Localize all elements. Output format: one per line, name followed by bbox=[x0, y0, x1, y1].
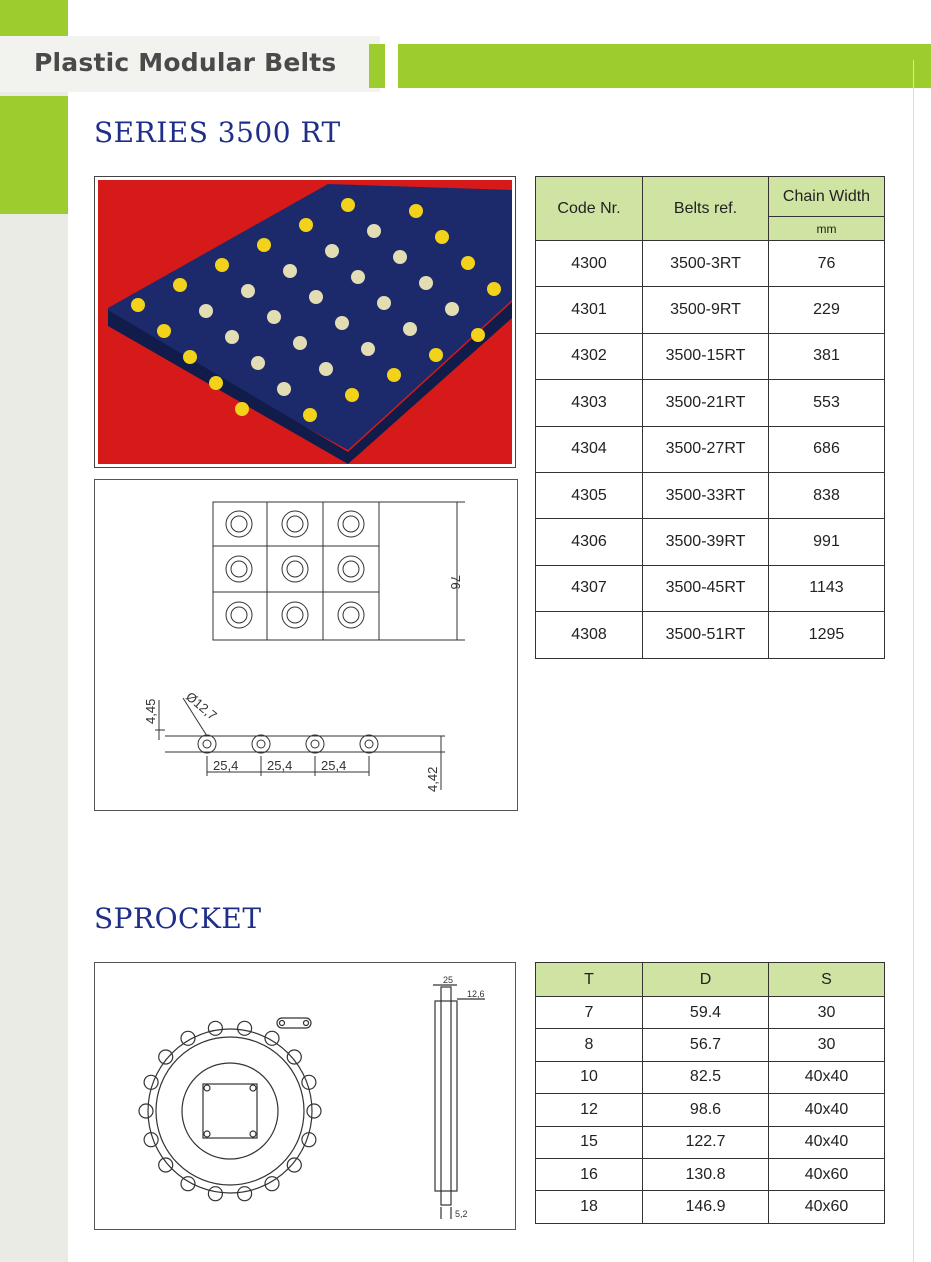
belt-dot bbox=[445, 302, 459, 316]
belt-dot bbox=[299, 218, 313, 232]
cell-width: 1143 bbox=[769, 565, 885, 611]
cell-belt: 3500-27RT bbox=[643, 426, 769, 472]
cell-t: 8 bbox=[536, 1029, 643, 1061]
header-accent-bar bbox=[398, 44, 931, 88]
dim-pitch-1: 25,4 bbox=[213, 758, 239, 773]
cell-code: 4301 bbox=[536, 287, 643, 333]
dim-442: 4,42 bbox=[425, 766, 440, 792]
sprocket-tooth bbox=[307, 1104, 321, 1118]
cell-belt: 3500-15RT bbox=[643, 333, 769, 379]
belt-photo bbox=[94, 176, 516, 468]
belt-dot bbox=[361, 342, 375, 356]
series-table-row bbox=[536, 333, 885, 379]
cell-code: 4306 bbox=[536, 519, 643, 565]
left-accent-mid bbox=[0, 96, 68, 214]
dim-pitch-2: 25,4 bbox=[267, 758, 293, 773]
col-width-header: Chain Width bbox=[769, 177, 885, 217]
cell-t: 12 bbox=[536, 1094, 643, 1126]
belt-dot bbox=[157, 324, 171, 338]
cell-s: 40x60 bbox=[769, 1158, 885, 1190]
cell-d: 59.4 bbox=[643, 997, 769, 1029]
sprocket-table-row bbox=[536, 1126, 885, 1158]
dim-diameter: Ø12,7 bbox=[183, 688, 220, 724]
series-table bbox=[535, 176, 885, 659]
belt-drawing bbox=[94, 479, 518, 811]
cell-width: 76 bbox=[769, 241, 885, 287]
cell-t: 7 bbox=[536, 997, 643, 1029]
cell-code: 4304 bbox=[536, 426, 643, 472]
dim-pitch-3: 25,4 bbox=[321, 758, 347, 773]
sprocket-table bbox=[535, 962, 885, 1224]
belt-drawing-svg bbox=[95, 480, 517, 810]
cell-t: 16 bbox=[536, 1158, 643, 1190]
sprocket-tooth bbox=[208, 1187, 222, 1201]
sprocket-tooth bbox=[287, 1050, 301, 1064]
belt-dot bbox=[293, 336, 307, 350]
cell-code: 4307 bbox=[536, 565, 643, 611]
cell-d: 146.9 bbox=[643, 1191, 769, 1223]
left-margin-strip bbox=[0, 90, 68, 1262]
sprocket-tooth bbox=[287, 1158, 301, 1172]
cell-s: 30 bbox=[769, 1029, 885, 1061]
belt-dot bbox=[377, 296, 391, 310]
page-edge-line bbox=[913, 60, 914, 1262]
cell-d: 130.8 bbox=[643, 1158, 769, 1190]
cell-width: 1295 bbox=[769, 612, 885, 658]
cell-d: 98.6 bbox=[643, 1094, 769, 1126]
belt-dot bbox=[345, 388, 359, 402]
cell-t: 18 bbox=[536, 1191, 643, 1223]
col-width-unit: mm bbox=[769, 217, 885, 241]
belt-dot bbox=[277, 382, 291, 396]
sprocket-tooth bbox=[238, 1187, 252, 1201]
cell-width: 381 bbox=[769, 333, 885, 379]
belt-dot bbox=[173, 278, 187, 292]
belt-dot bbox=[215, 258, 229, 272]
sprocket-drawing-svg bbox=[95, 963, 515, 1229]
sprocket-table-row bbox=[536, 1191, 885, 1223]
cell-belt: 3500-39RT bbox=[643, 519, 769, 565]
cell-s: 40x40 bbox=[769, 1061, 885, 1093]
belt-dot bbox=[325, 244, 339, 258]
belt-dot bbox=[461, 256, 475, 270]
belt-dot bbox=[367, 224, 381, 238]
cell-d: 56.7 bbox=[643, 1029, 769, 1061]
belt-dot bbox=[241, 284, 255, 298]
sprocket-tooth bbox=[159, 1158, 173, 1172]
cell-s: 30 bbox=[769, 997, 885, 1029]
belt-dot bbox=[283, 264, 297, 278]
cell-belt: 3500-3RT bbox=[643, 241, 769, 287]
belt-dot bbox=[303, 408, 317, 422]
sprocket-table-row bbox=[536, 997, 885, 1029]
cell-belt: 3500-45RT bbox=[643, 565, 769, 611]
dim-445: 4,45 bbox=[143, 698, 158, 724]
dim-height: 76 bbox=[448, 575, 463, 590]
belt-dot bbox=[309, 290, 323, 304]
series-table-row bbox=[536, 241, 885, 287]
sprocket-table-row bbox=[536, 1094, 885, 1126]
sprocket-table-row bbox=[536, 1158, 885, 1190]
belt-dot bbox=[251, 356, 265, 370]
cell-code: 4303 bbox=[536, 380, 643, 426]
sprocket-tooth bbox=[139, 1104, 153, 1118]
page-title: Plastic Modular Belts bbox=[34, 48, 337, 77]
series-table-row bbox=[536, 612, 885, 658]
header-accent-small bbox=[369, 44, 385, 88]
left-accent-top bbox=[0, 0, 68, 36]
series-table-row bbox=[536, 380, 885, 426]
belt-dot bbox=[335, 316, 349, 330]
cell-s: 40x40 bbox=[769, 1126, 885, 1158]
belt-dot bbox=[225, 330, 239, 344]
cell-width: 553 bbox=[769, 380, 885, 426]
cell-t: 15 bbox=[536, 1126, 643, 1158]
series-table-row bbox=[536, 565, 885, 611]
belt-dot bbox=[409, 204, 423, 218]
series-table-row bbox=[536, 519, 885, 565]
dim-52: 5,2 bbox=[455, 1209, 468, 1219]
col-t-header: T bbox=[536, 963, 643, 997]
belt-dot bbox=[257, 238, 271, 252]
series-table-row bbox=[536, 472, 885, 518]
sprocket-table-row bbox=[536, 1029, 885, 1061]
cell-belt: 3500-51RT bbox=[643, 612, 769, 658]
series-title: SERIES 3500 RT bbox=[94, 116, 341, 149]
cell-code: 4308 bbox=[536, 612, 643, 658]
belt-dot bbox=[435, 230, 449, 244]
col-belt-header: Belts ref. bbox=[643, 177, 769, 241]
belt-photo-illustration bbox=[98, 180, 512, 464]
cell-width: 686 bbox=[769, 426, 885, 472]
belt-dot bbox=[235, 402, 249, 416]
col-code-header: Code Nr. bbox=[536, 177, 643, 241]
cell-belt: 3500-21RT bbox=[643, 380, 769, 426]
cell-width: 838 bbox=[769, 472, 885, 518]
cell-d: 82.5 bbox=[643, 1061, 769, 1093]
cell-s: 40x40 bbox=[769, 1094, 885, 1126]
col-d-header: D bbox=[643, 963, 769, 997]
belt-dot bbox=[199, 304, 213, 318]
belt-dot bbox=[471, 328, 485, 342]
cell-code: 4300 bbox=[536, 241, 643, 287]
cell-s: 40x60 bbox=[769, 1191, 885, 1223]
dim-126: 12,6 bbox=[467, 989, 485, 999]
cell-code: 4305 bbox=[536, 472, 643, 518]
series-table-row bbox=[536, 426, 885, 472]
cell-belt: 3500-9RT bbox=[643, 287, 769, 333]
cell-t: 10 bbox=[536, 1061, 643, 1093]
belt-dot bbox=[319, 362, 333, 376]
belt-dot bbox=[403, 322, 417, 336]
sprocket-table-row bbox=[536, 1061, 885, 1093]
sprocket-tooth bbox=[238, 1021, 252, 1035]
cell-d: 122.7 bbox=[643, 1126, 769, 1158]
belt-dot bbox=[267, 310, 281, 324]
belt-dot bbox=[183, 350, 197, 364]
belt-dot bbox=[209, 376, 223, 390]
col-s-header: S bbox=[769, 963, 885, 997]
belt-dot bbox=[487, 282, 501, 296]
dim-25: 25 bbox=[443, 975, 454, 985]
sprocket-tooth bbox=[208, 1021, 222, 1035]
cell-width: 991 bbox=[769, 519, 885, 565]
belt-dot bbox=[341, 198, 355, 212]
cell-belt: 3500-33RT bbox=[643, 472, 769, 518]
belt-dot bbox=[419, 276, 433, 290]
cell-width: 229 bbox=[769, 287, 885, 333]
sprocket-drawing bbox=[94, 962, 516, 1230]
belt-dot bbox=[393, 250, 407, 264]
belt-dot bbox=[429, 348, 443, 362]
belt-dot bbox=[387, 368, 401, 382]
belt-dot bbox=[131, 298, 145, 312]
sprocket-title: SPROCKET bbox=[94, 902, 262, 935]
belt-dot bbox=[351, 270, 365, 284]
series-table-row bbox=[536, 287, 885, 333]
sprocket-tooth bbox=[159, 1050, 173, 1064]
cell-code: 4302 bbox=[536, 333, 643, 379]
